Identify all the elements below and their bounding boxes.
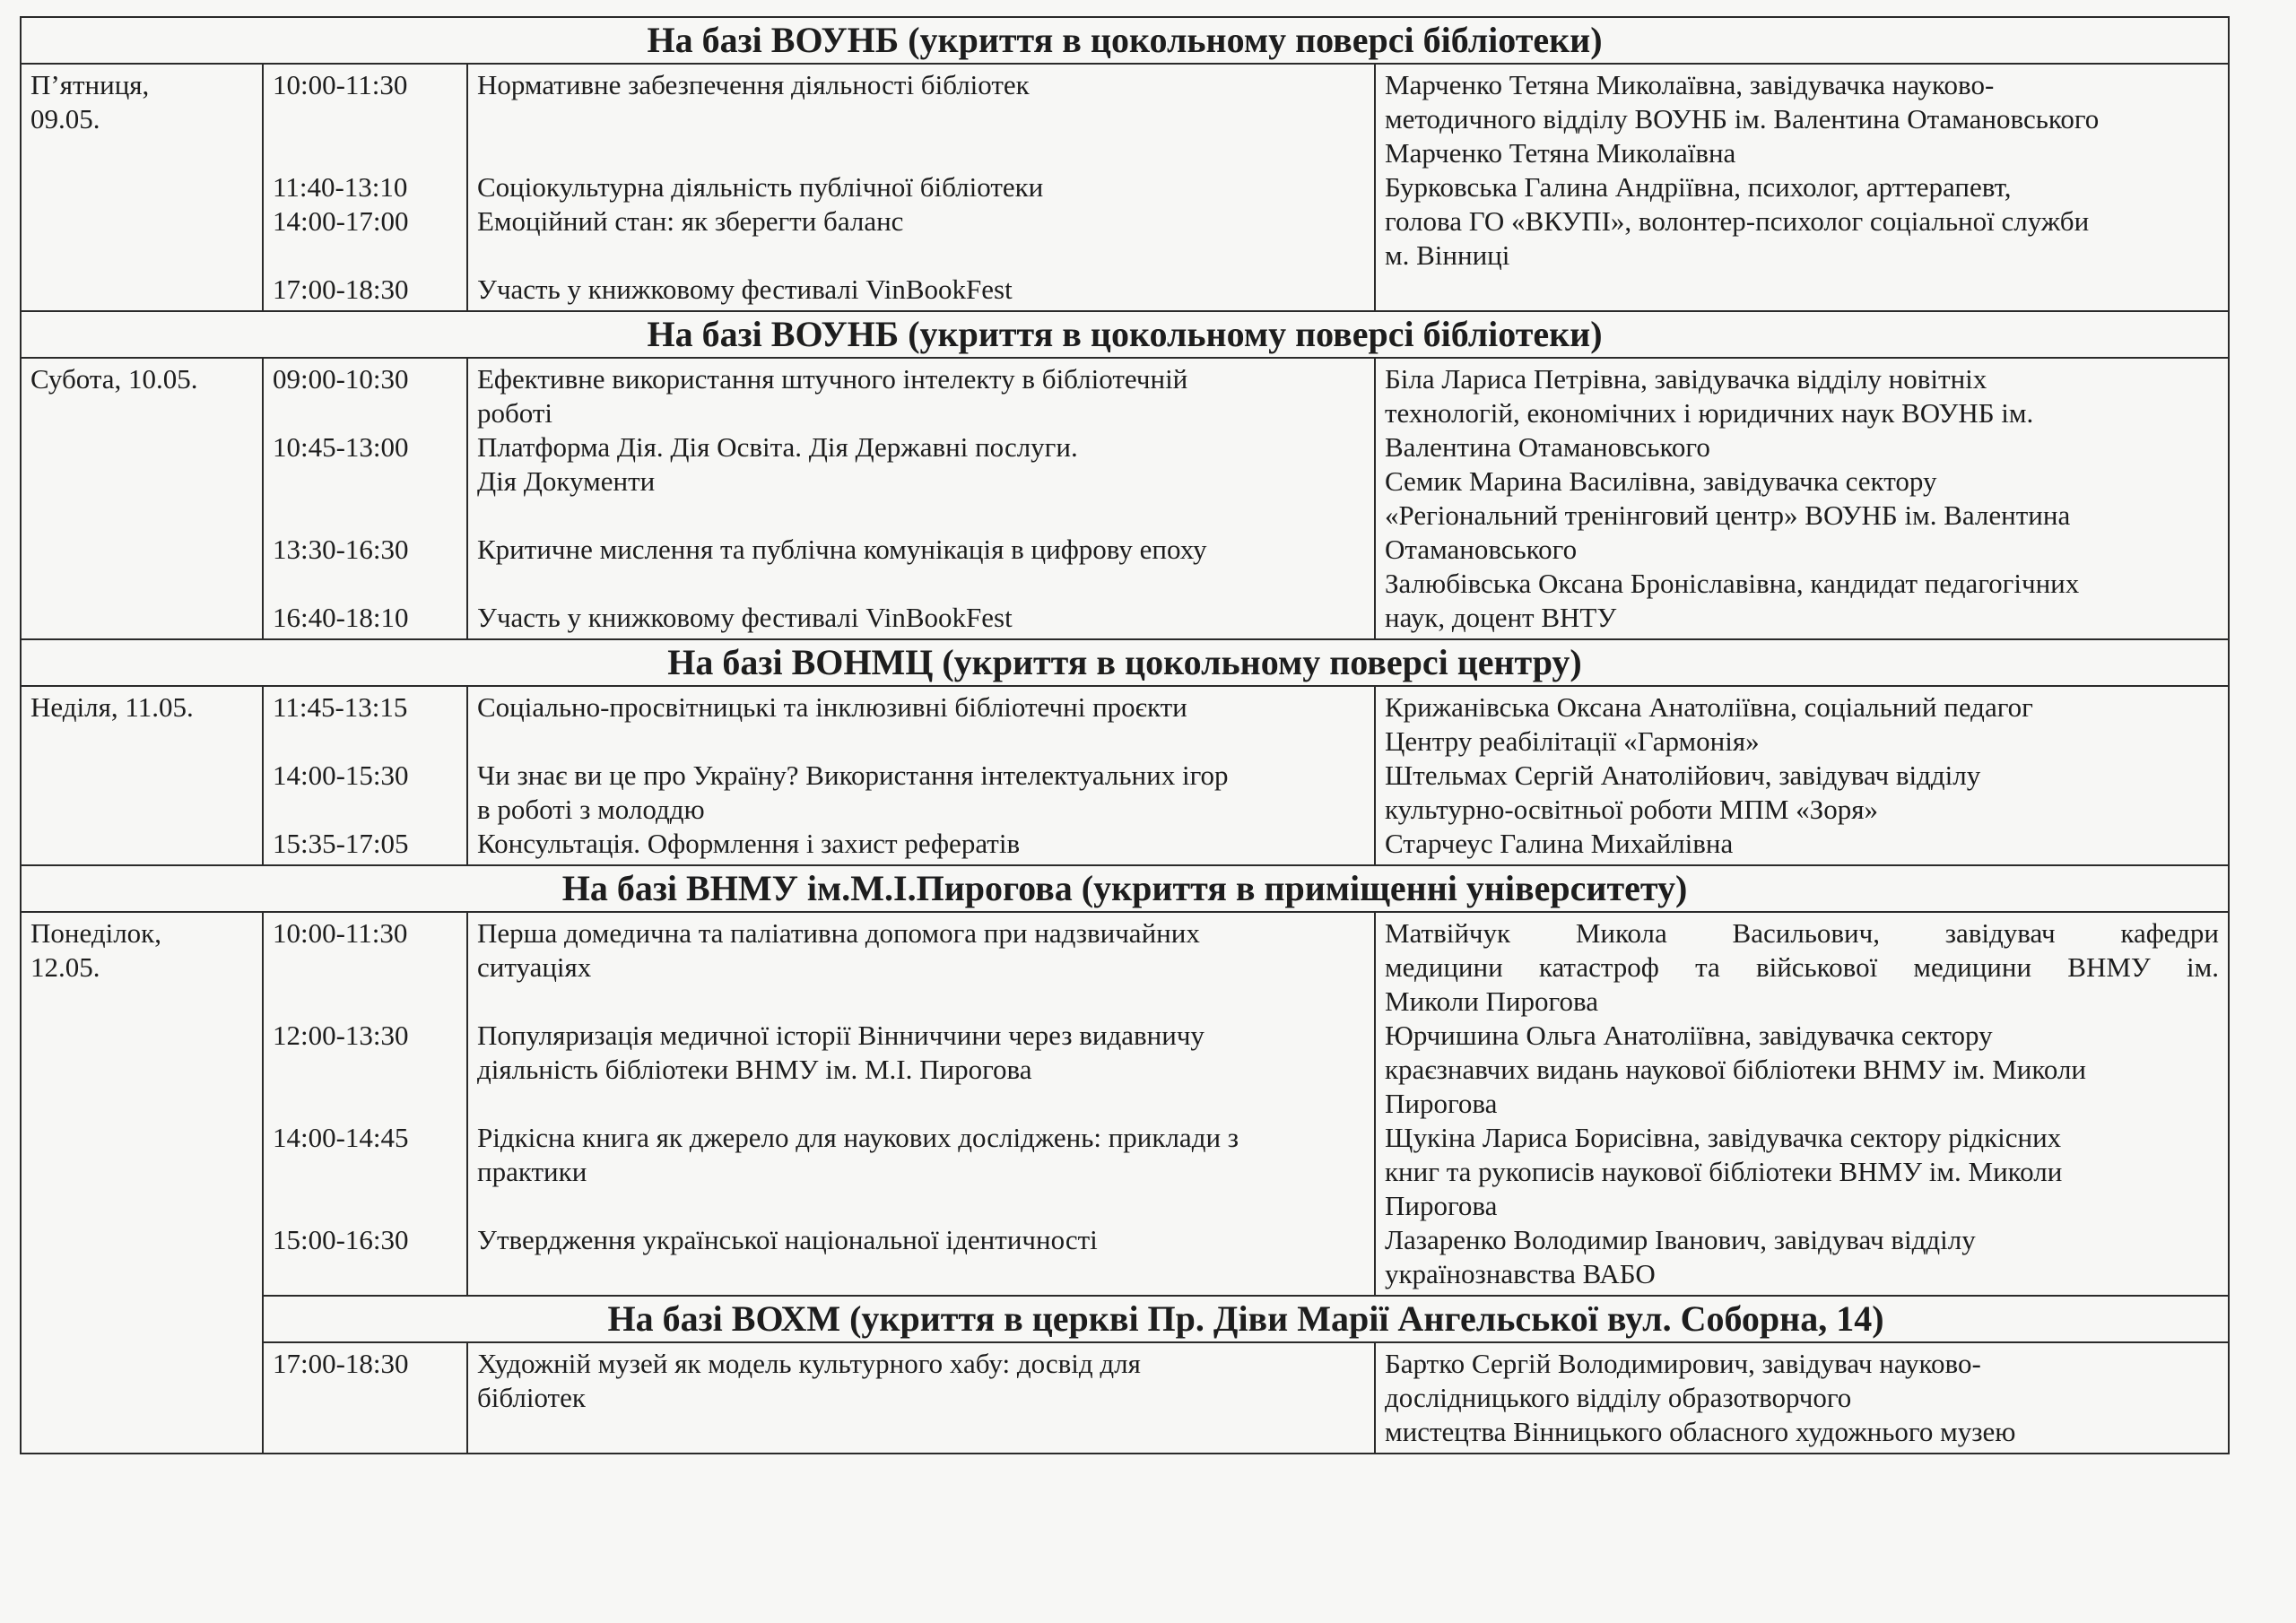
session-speaker: Залюбівська Оксана Броніславівна, кандидат педагогічних [1385, 568, 2080, 599]
session-speaker: медицини катастроф та військової медицини ВНМУ ім. [1385, 951, 2220, 983]
session-time: 10:00-11:30 [273, 917, 408, 949]
session-topic: Ефективне використання штучного інтелекту в бібліотечній [477, 363, 1188, 395]
section-header-row [21, 639, 2229, 686]
day-cell [21, 686, 263, 865]
day-cell [21, 358, 263, 639]
session-speaker: голова ГО «ВКУПІ», волонтер-психолог соціальної служби [1385, 205, 2090, 237]
subsection-header-row [21, 1296, 2229, 1342]
time-cell [263, 686, 467, 865]
session-topic: Дія Документи [477, 465, 656, 497]
session-time: 17:00-18:30 [273, 1348, 409, 1379]
session-speaker: Крижанівська Оксана Анатоліївна, соціальний педагог [1385, 691, 2033, 723]
session-speaker: Марченко Тетяна Миколаївна, завідувачка науково- [1385, 69, 1995, 100]
day-row [21, 686, 2229, 865]
session-topic: Чи знає ви це про Україну? Використання інтелектуальних ігор [477, 759, 1229, 791]
topic-cell [467, 64, 1375, 311]
session-topic: ситуаціях [477, 951, 592, 983]
session-speaker: методичного відділу ВОУНБ ім. Валентина Отамановського [1385, 103, 2100, 135]
session-speaker: Пирогова [1385, 1190, 1498, 1221]
section-header: На базі ВНМУ ім.М.І.Пирогова (укриття в приміщенні університету) [21, 865, 2229, 912]
day-label: П’ятниця, [30, 69, 150, 100]
session-topic: Перша домедична та паліативна допомога при надзвичайних [477, 917, 1200, 949]
session-speaker: м. Вінниці [1385, 239, 1510, 271]
session-speaker: наук, доцент ВНТУ [1385, 602, 1617, 633]
time-cell [263, 912, 467, 1296]
session-speaker: культурно-освітньої роботи МПМ «Зоря» [1385, 794, 1878, 825]
session-topic: Емоційний стан: як зберегти баланс [477, 205, 904, 237]
session-speaker: Миколи Пирогова [1385, 985, 1598, 1017]
session-time: 14:00-15:30 [273, 759, 409, 791]
session-speaker: Семик Марина Василівна, завідувачка сектору [1385, 465, 1937, 497]
session-speaker: Валентина Отамановського [1385, 431, 1710, 463]
session-topic: роботі [477, 397, 553, 429]
session-topic: Участь у книжковому фестивалі VinBookFest [477, 602, 1013, 633]
schedule-table [20, 16, 2230, 1454]
session-speaker: Щукіна Лариса Борисівна, завідувачка сектору рідкісних [1385, 1122, 2062, 1153]
session-topic: Участь у книжковому фестивалі VinBookFest [477, 273, 1013, 305]
day-label: Понеділок, [30, 917, 161, 949]
topic-cell [467, 686, 1375, 865]
section-header-row [21, 865, 2229, 912]
speaker-cell [1375, 64, 2229, 311]
day-label: Субота, 10.05. [30, 363, 198, 395]
time-cell [263, 1342, 467, 1454]
session-time: 16:40-18:10 [273, 602, 409, 633]
section-header: На базі ВОНМЦ (укриття в цокольному поверсі центру) [21, 639, 2229, 686]
day-cell [21, 64, 263, 311]
speaker-cell [1375, 1342, 2229, 1454]
session-time: 11:45-13:15 [273, 691, 408, 723]
session-speaker: мистецтва Вінницького обласного художнього музею [1385, 1416, 2016, 1447]
session-topic: бібліотек [477, 1382, 586, 1413]
session-speaker: дослідницького відділу образотворчого [1385, 1382, 1852, 1413]
section-header-row [21, 17, 2229, 64]
session-speaker: Лазаренко Володимир Іванович, завідувач відділу [1385, 1224, 1976, 1255]
session-topic: в роботі з молоддю [477, 794, 705, 825]
speaker-cell [1375, 686, 2229, 865]
session-speaker: Марченко Тетяна Миколаївна [1385, 137, 1736, 169]
speaker-cell [1375, 358, 2229, 639]
session-topic: Нормативне забезпечення діяльності бібліотек [477, 69, 1030, 100]
session-speaker: книг та рукописів наукової бібліотеки ВНМУ ім. Миколи [1385, 1156, 2063, 1187]
day-date: 12.05. [30, 951, 100, 983]
session-speaker: українознавства ВАБО [1385, 1258, 1656, 1289]
session-speaker: Центру реабілітації «Гармонія» [1385, 725, 1760, 757]
session-topic: Рідкісна книга як джерело для наукових досліджень: приклади з [477, 1122, 1239, 1153]
session-speaker: краєзнавчих видань наукової бібліотеки ВНМУ ім. Миколи [1385, 1054, 2087, 1085]
session-time: 11:40-13:10 [273, 171, 408, 203]
day-row [21, 64, 2229, 311]
session-topic: Платформа Дія. Дія Освіта. Дія Державні послуги. [477, 431, 1078, 463]
session-topic: Критичне мислення та публічна комунікація в цифрову епоху [477, 534, 1207, 565]
session-speaker: Старчеус Галина Михайлівна [1385, 828, 1734, 859]
session-topic: діяльність бібліотеки ВНМУ ім. М.І. Пирогова [477, 1054, 1032, 1085]
session-topic: Консультація. Оформлення і захист рефератів [477, 828, 1021, 859]
session-speaker: «Регіональний тренінговий центр» ВОУНБ ім. Валентина [1385, 499, 2071, 531]
session-time: 14:00-14:45 [273, 1122, 409, 1153]
session-speaker: Пирогова [1385, 1088, 1498, 1119]
session-time: 15:35-17:05 [273, 828, 409, 859]
session-time: 17:00-18:30 [273, 273, 409, 305]
speaker-cell [1375, 912, 2229, 1296]
session-time: 09:00-10:30 [273, 363, 409, 395]
session-topic: Соціокультурна діяльність публічної бібліотеки [477, 171, 1044, 203]
session-time: 14:00-17:00 [273, 205, 409, 237]
session-time: 13:30-16:30 [273, 534, 409, 565]
session-speaker: технологій, економічних і юридичних наук ВОУНБ ім. [1385, 397, 2034, 429]
schedule-sheet [20, 16, 2228, 1454]
session-time: 15:00-16:30 [273, 1224, 409, 1255]
session-time: 10:00-11:30 [273, 69, 408, 100]
day-cell [21, 912, 263, 1454]
session-speaker: Бартко Сергій Володимирович, завідувач науково- [1385, 1348, 1981, 1379]
session-speaker: Штельмах Сергій Анатолійович, завідувач відділу [1385, 759, 1981, 791]
session-topic: практики [477, 1156, 587, 1187]
topic-cell [467, 912, 1375, 1296]
day-row [21, 912, 2229, 1296]
time-cell [263, 358, 467, 639]
topic-cell [467, 358, 1375, 639]
section-header: На базі ВОУНБ (укриття в цокольному поверсі бібліотеки) [21, 17, 2229, 64]
day-date: 09.05. [30, 103, 100, 135]
session-speaker: Бурковська Галина Андріївна, психолог, арттерапевт, [1385, 171, 2012, 203]
topic-cell [467, 1342, 1375, 1454]
session-topic: Художній музей як модель культурного хабу: досвід для [477, 1348, 1141, 1379]
session-topic: Популяризація медичної історії Вінниччини через видавничу [477, 1020, 1205, 1051]
session-time: 10:45-13:00 [273, 431, 409, 463]
session-speaker: Біла Лариса Петрівна, завідувачка відділу новітніх [1385, 363, 1987, 395]
session-speaker: Матвійчук Микола Васильович, завідувач кафедри [1385, 917, 2220, 949]
day-label: Неділя, 11.05. [30, 691, 194, 723]
time-cell [263, 64, 467, 311]
section-header: На базі ВОУНБ (укриття в цокольному поверсі бібліотеки) [21, 311, 2229, 358]
section-header-row [21, 311, 2229, 358]
session-time: 12:00-13:30 [273, 1020, 409, 1051]
session-speaker: Юрчишина Ольга Анатоліївна, завідувачка сектору [1385, 1020, 1993, 1051]
session-topic: Соціально-просвітницькі та інклюзивні бібліотечні проєкти [477, 691, 1187, 723]
sub-session-row [21, 1342, 2229, 1454]
session-speaker: Отамановського [1385, 534, 1578, 565]
subsection-header: На базі ВОХМ (укриття в церкві Пр. Діви Марії Ангельської вул. Соборна, 14) [263, 1296, 2229, 1342]
session-topic: Утвердження української національної ідентичності [477, 1224, 1098, 1255]
day-row [21, 358, 2229, 639]
